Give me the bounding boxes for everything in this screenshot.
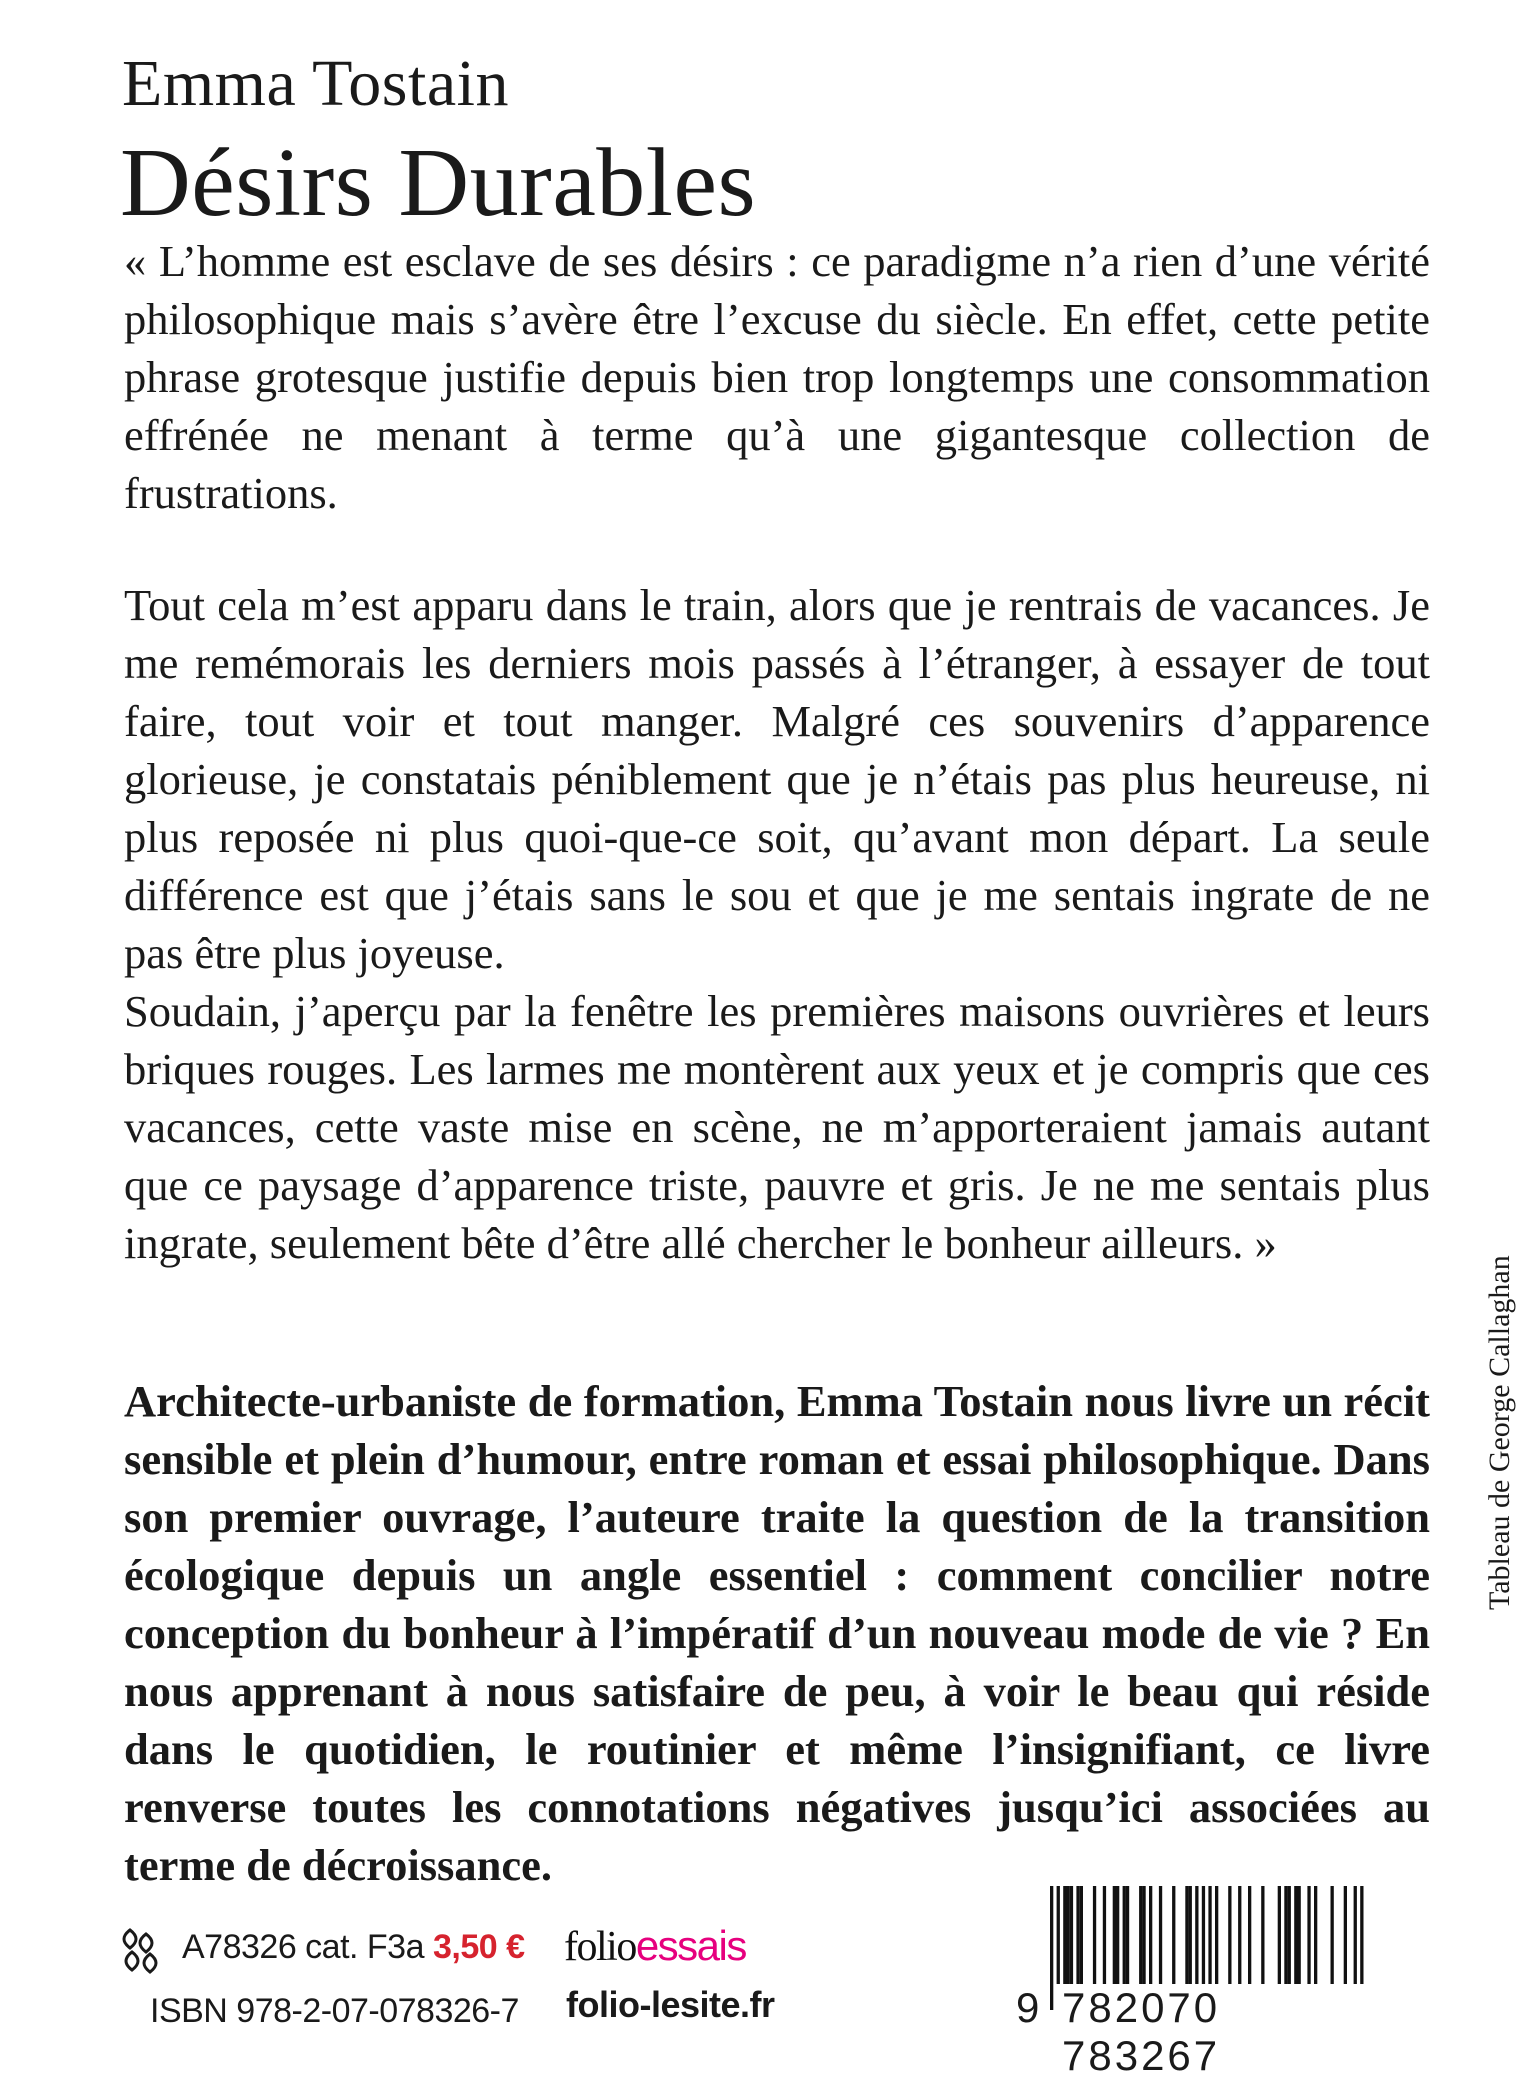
barcode-bar [1294,1886,1297,1994]
barcode-bar [1298,1886,1301,1994]
barcode-bar [1185,1886,1188,1994]
barcode-bar [1172,1886,1175,1994]
folio-word: folio [564,1924,636,1970]
barcode-bar [1067,1886,1070,1994]
bio-text: Architecte-urbaniste de formation, Emma Tostain nous livre un récit sensible et plein d’humour, entre roman et essai philosophique. Dans son premier ouvrage, l’auteure traite la question de la transition écologique depuis un angle essentiel : comment concilier notre conception du bonheur à l’impératif d’un nouveau mode de vie ? En nous apprenant à nous satisfaire de peu, à voir le beau qui réside dans le quotidien, le routinier et même l’insignifiant, ce livre renverse toutes les connotations négatives jusqu’ici associées au terme de décroissance. [124,1376,1430,1890]
barcode-bar [1331,1886,1334,1994]
quote-text-1: « L’homme est esclave de ses désirs : ce paradigme n’a rien d’une vérité philosophique mais s’avère être l’excuse du siècle. En effet, cette petite phrase grotesque justifie depuis bien trop longtemps une consommation effrénée ne menant à terme qu’à une gigantesque collection de frustrations. [124,236,1430,518]
barcode [1016,1886,1396,2079]
barcode-bar [1093,1886,1096,1994]
barcode-bar [1103,1886,1106,1994]
quote-text-3: Soudain, j’aperçu par la fenêtre les premières maisons ouvrières et leurs briques rouges. Les larmes me montèrent aux yeux et je compris que ces vacances, cette vaste mise en scène, ne m’apporteraient jamais autant que ce paysage d’apparence triste, pauvre et gris. Je ne me sentais plus ingrate, seulement bête d’être allé chercher le bonheur ailleurs. » [124,986,1430,1268]
barcode-bar [1063,1886,1066,1994]
barcode-bar [1080,1886,1083,1994]
barcode-bar [1139,1886,1142,1994]
barcode-bar [1116,1886,1119,1994]
barcode-bar [1248,1886,1251,1994]
folio-essais-logo [564,1922,746,1971]
author-bio [124,1372,1430,1894]
isbn: ISBN 978-2-07-078326-7 [150,1992,519,2030]
barcode-bar [1149,1886,1152,1994]
barcode-bar [1261,1886,1264,1994]
barcode-bar [1050,1886,1053,2010]
barcode-bar [1344,1886,1347,1994]
barcode-bar [1238,1886,1241,1994]
quote-text-2: Tout cela m’est apparu dans le train, alors que je rentrais de vacances. Je me remémorais les derniers mois passés à l’étranger, à essayer de tout faire, tout voir et tout manger. Malgré ces souvenirs d’apparence glorieuse, je constatais péniblement que je n’étais pas plus heureuse, ni plus reposée ni plus quoi-que-ce soit, qu’avant mon départ. La seule différence est que j’étais sans le sou et que je me sentais ingrate de ne pas être plus joyeuse. [124,580,1430,978]
barcode-bar [1278,1886,1281,1994]
price: 3,50 € [432,1928,525,1966]
barcode-bar [1288,1886,1291,1994]
book-title: Désirs Durables [120,129,757,237]
catalog-line [182,1928,525,1967]
barcode-bar [1284,1886,1287,1994]
barcode-bar [1070,1886,1073,1994]
catalog-ref: A78326 cat. F3a [182,1928,425,1966]
gallimard-logo-icon [120,1926,172,1976]
barcode-bar [1142,1886,1145,1994]
essais-word: essais [635,1922,746,1969]
barcode-bar [1307,1886,1310,1994]
barcode-bar [1126,1886,1129,1994]
barcode-bar [1123,1886,1126,1994]
barcode-bar [1159,1886,1162,1994]
barcode-first-digit: 9 [1016,1984,1040,2031]
barcode-digits: 782070 783267 [1056,1984,1396,2080]
author-name: Emma Tostain [122,47,509,120]
website: folio-lesite.fr [566,1984,775,2025]
barcode-bar [1076,1886,1079,1994]
barcode-bar [1215,1886,1218,1994]
quote-paragraphs-2-3 [124,576,1430,1272]
barcode-bar [1228,1886,1231,1994]
barcode-bar [1113,1886,1116,1994]
cover-credit: Tableau de George Callaghan [1483,1255,1516,1610]
barcode-bar [1314,1886,1317,1994]
barcode-bar [1195,1886,1198,1994]
barcode-bar [1189,1886,1192,1994]
quote-paragraph-1 [124,232,1430,522]
